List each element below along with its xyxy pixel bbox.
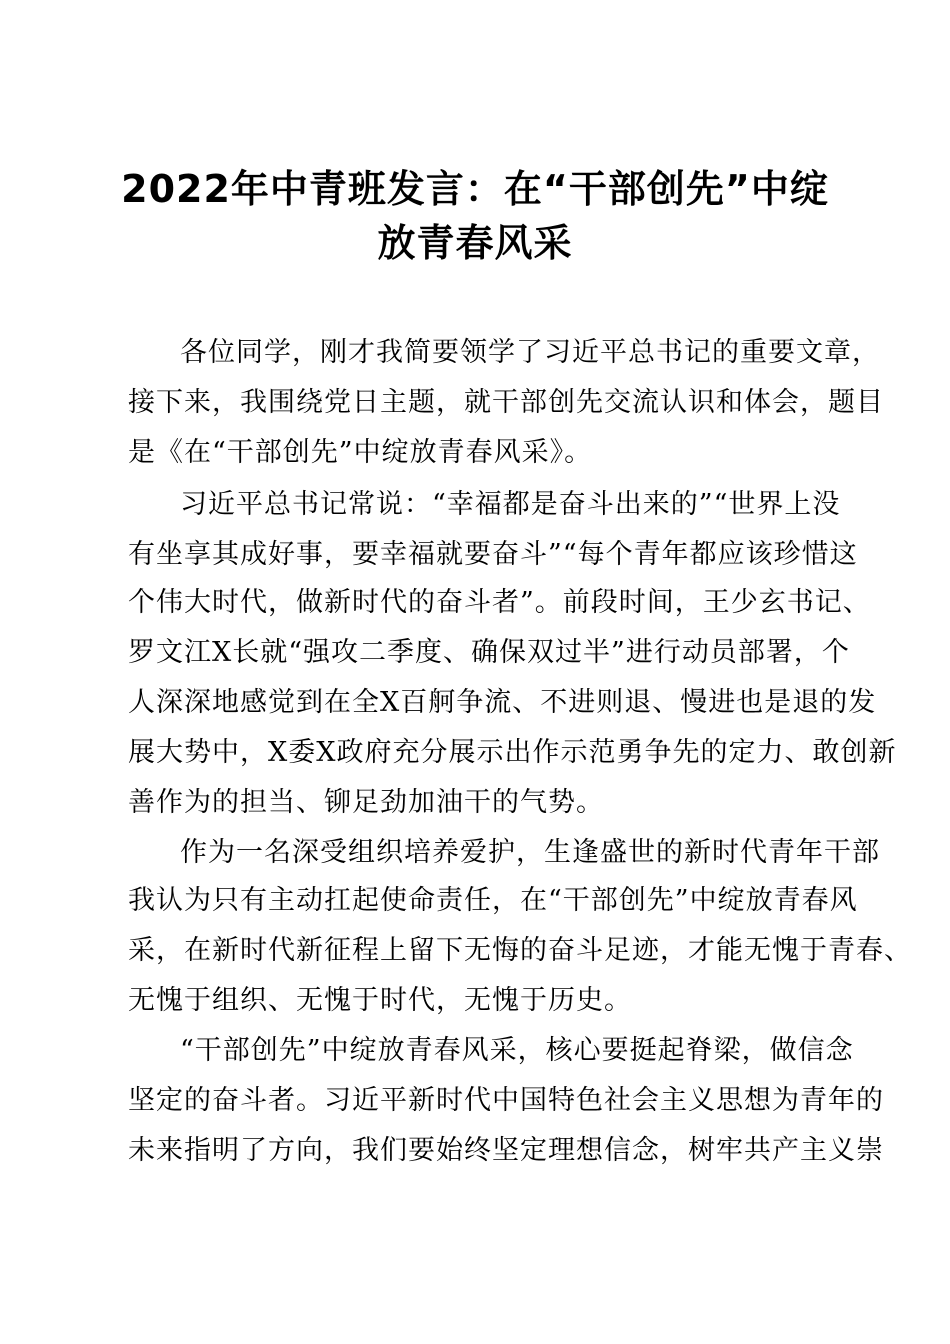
- paragraph-4-line-1: “干部创先”中绽放青春风采，核心要挺起脊梁，做信念: [180, 1035, 854, 1066]
- paragraph-4-line-2: 坚定的奋斗者。习近平新时代中国特色社会主义思想为青年的: [128, 1085, 884, 1116]
- paragraph-2-line-5: 人深深地感觉到在全X百舸争流、不进则退、慢进也是退的发: [128, 687, 877, 718]
- paragraph-1-line-3: 是《在“干部创先”中绽放青春风采》。: [128, 437, 593, 468]
- paragraph-3-line-4: 无愧于组织、无愧于时代，无愧于历史。: [128, 985, 632, 1016]
- document-title-line-2: 放青春风采: [377, 221, 573, 265]
- paragraph-2-line-6: 展大势中，X委X政府充分展示出作示范勇争先的定力、敢创新: [128, 737, 897, 768]
- paragraph-1-line-2: 接下来，我围绕党日主题，就干部创先交流认识和体会，题目: [128, 387, 884, 418]
- paragraph-4-line-3: 未来指明了方向，我们要始终坚定理想信念，树牢共产主义崇: [128, 1135, 884, 1166]
- paragraph-2-line-3: 个伟大时代，做新时代的奋斗者”。前段时间，王少玄书记、: [128, 587, 871, 618]
- paragraph-2-line-7: 善作为的担当、铆足劲加油干的气势。: [128, 787, 604, 818]
- paragraph-2-line-4: 罗文江X长就“强攻二季度、确保双过半”进行动员部署，个: [128, 637, 850, 668]
- paragraph-2-line-1: 习近平总书记常说：“幸福都是奋斗出来的”“世界上没: [180, 489, 841, 520]
- paragraph-3-line-3: 采，在新时代新征程上留下无悔的奋斗足迹，才能无愧于青春、: [128, 935, 912, 966]
- document-title-line-1: 2022年中青班发言：在“干部创先”中绽: [121, 167, 829, 211]
- paragraph-3-line-2: 我认为只有主动扛起使命责任，在“干部创先”中绽放青春风: [128, 885, 858, 916]
- paragraph-1-line-1: 各位同学，刚才我简要领学了习近平总书记的重要文章，: [180, 337, 880, 368]
- paragraph-2-line-2: 有坐享其成好事，要幸福就要奋斗”“每个青年都应该珍惜这: [128, 539, 858, 570]
- paragraph-3-line-1: 作为一名深受组织培养爱护，生逢盛世的新时代青年干部: [180, 837, 880, 868]
